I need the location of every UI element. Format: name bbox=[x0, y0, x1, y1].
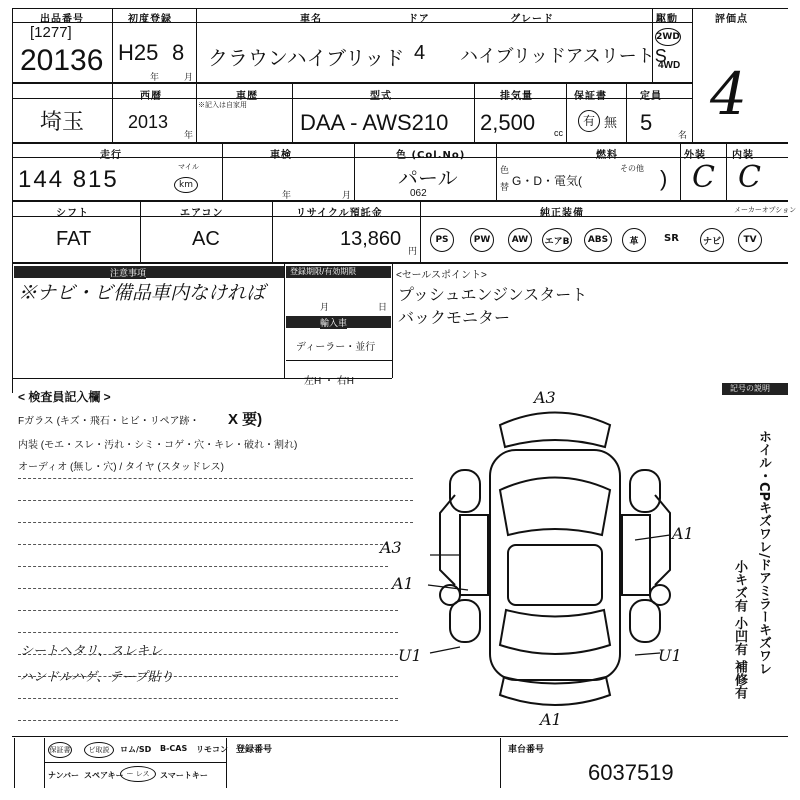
rule-3 bbox=[18, 522, 413, 523]
aircon-label: エアコン bbox=[180, 208, 224, 219]
side-note-1: ホイル・CPキズワレ/ドアミラーキズワレ bbox=[756, 430, 771, 675]
rear-glass-shape bbox=[500, 610, 610, 654]
year-label: 西暦 bbox=[140, 91, 162, 102]
footer-v1 bbox=[44, 738, 45, 788]
v2 bbox=[196, 8, 197, 84]
expiry-month: 月 bbox=[320, 302, 330, 312]
row4-label-line bbox=[12, 216, 788, 217]
opt-spare-key: スペアキー bbox=[84, 771, 124, 780]
type-value: DAA - AWS210 bbox=[300, 110, 449, 135]
r4v2 bbox=[272, 202, 273, 264]
inspector-line-glass: Fガラス (キズ・飛石・ヒビ・リペア跡・ bbox=[18, 416, 200, 427]
opt-manual: ビ取説 bbox=[84, 742, 114, 758]
drive-4wd: 4WD bbox=[658, 60, 681, 71]
history-label: 車歴 bbox=[236, 91, 258, 102]
maker-option-label: メーカーオプション bbox=[734, 207, 797, 214]
fuel-other: その他 bbox=[620, 164, 644, 173]
mileage-unit: km bbox=[174, 177, 198, 193]
car-diagram bbox=[420, 395, 690, 735]
reg-year-unit: 年 bbox=[150, 72, 160, 82]
front-right-wheel bbox=[630, 470, 660, 512]
car-name: クラウンハイブリッド bbox=[208, 48, 405, 70]
prefecture: 埼玉 bbox=[40, 109, 85, 134]
equip-ps: PS bbox=[430, 228, 454, 252]
r2v4 bbox=[474, 84, 475, 142]
r3v3 bbox=[496, 144, 497, 202]
recycle-unit: 円 bbox=[408, 246, 418, 256]
drive-label: 駆動 bbox=[656, 14, 678, 25]
warranty-yes: 有 bbox=[578, 110, 600, 132]
row3-bottom bbox=[12, 200, 788, 202]
aircon-value: AC bbox=[192, 228, 220, 250]
warranty-label: 保証書 bbox=[574, 91, 607, 102]
year-unit: 年 bbox=[184, 130, 194, 140]
rule-12 bbox=[18, 720, 398, 721]
rule-11 bbox=[18, 698, 398, 699]
opt-warranty: 保証書 bbox=[48, 742, 72, 758]
caution-text: ※ナビ・ビ備品車内なければ bbox=[18, 282, 266, 304]
color-label: 色 (Col.No) bbox=[396, 150, 466, 161]
sales-point-2: バックモニター bbox=[398, 310, 511, 327]
row1-bottom bbox=[12, 82, 692, 84]
mark-left-lower: U1 bbox=[398, 646, 422, 665]
rule-8 bbox=[18, 632, 398, 633]
windshield-shape bbox=[500, 478, 610, 536]
r3v1 bbox=[222, 144, 223, 202]
caution-header-bar bbox=[14, 266, 284, 278]
equip-tv: TV bbox=[738, 228, 762, 252]
rule-5 bbox=[18, 566, 388, 567]
v1 bbox=[112, 8, 113, 84]
lead-left-lower bbox=[430, 647, 460, 653]
shift-value: FAT bbox=[56, 228, 92, 250]
inspector-title: < 検査員記入欄 > bbox=[18, 390, 111, 404]
equip-abs: ABS bbox=[584, 228, 612, 252]
lot-number: 20136 bbox=[20, 44, 104, 77]
hand-note-2: ハンドルハゲ、テープ貼り bbox=[20, 670, 174, 685]
r3v4 bbox=[680, 144, 681, 202]
door-value: 4 bbox=[414, 42, 426, 64]
door-label: ドア bbox=[408, 14, 430, 25]
left-door-panel bbox=[460, 515, 488, 595]
color-change-2: 替 bbox=[500, 182, 510, 192]
r2v2 bbox=[196, 84, 197, 142]
type-label: 型式 bbox=[370, 91, 392, 102]
recycle-label: リサイクル預託金 bbox=[296, 208, 383, 219]
mark-right-lower: U1 bbox=[658, 646, 682, 665]
exterior-value: C bbox=[692, 160, 715, 195]
mark-front: A3 bbox=[534, 388, 556, 407]
cc-unit: cc bbox=[554, 128, 563, 138]
equip-sr: SR bbox=[664, 233, 679, 244]
mileage-unit-alt: マイル bbox=[178, 164, 199, 171]
equipment-label: 純正装備 bbox=[540, 208, 584, 219]
chassis-value: 6037519 bbox=[588, 760, 674, 785]
grade-value: ハイブリッドアスリートS bbox=[460, 46, 667, 66]
rule-6 bbox=[18, 588, 388, 589]
color-change-1: 色 bbox=[500, 165, 510, 175]
reg-label: 初度登録 bbox=[128, 14, 172, 25]
inspector-line-audio: オーディオ (無し・穴) / タイヤ (スタッドレス) bbox=[18, 462, 224, 473]
glass-mark: X 要) bbox=[228, 411, 263, 428]
frame-top bbox=[12, 8, 788, 9]
lead-right-lower bbox=[635, 653, 660, 655]
expiry-day: 日 bbox=[378, 302, 388, 312]
year-value: 2013 bbox=[128, 112, 169, 132]
equip-aw: AW bbox=[508, 228, 532, 252]
equip-pw: PW bbox=[470, 228, 494, 252]
history-note: ※記入は自家用 bbox=[198, 102, 247, 109]
r2v1 bbox=[112, 84, 113, 142]
recycle-value: 13,860 bbox=[340, 228, 402, 250]
right-mirror-line bbox=[655, 495, 670, 585]
grade-label: グレード bbox=[510, 14, 554, 25]
drive-2wd: 2WD bbox=[655, 28, 681, 46]
chassis-label: 車台番号 bbox=[508, 744, 545, 754]
cc-label: 排気量 bbox=[500, 91, 533, 102]
car-name-label: 車名 bbox=[300, 14, 322, 25]
r2v5 bbox=[566, 84, 567, 142]
row2-bottom bbox=[12, 142, 788, 144]
score-value: 4 bbox=[710, 60, 747, 128]
opt-number: ナンバー bbox=[48, 771, 80, 780]
hand-note-1: シートヘタリ、スレキレ bbox=[20, 644, 163, 659]
shift-label: シフト bbox=[56, 208, 89, 219]
color-no: 062 bbox=[410, 188, 427, 199]
rule-1 bbox=[18, 478, 413, 479]
notes-v1 bbox=[284, 264, 285, 378]
lot-sub: [1277] bbox=[30, 24, 72, 41]
mark-left-mid: A1 bbox=[392, 574, 414, 593]
caution-label: 注意事項 bbox=[110, 268, 147, 278]
r4v1 bbox=[140, 202, 141, 264]
color-value: パール bbox=[398, 168, 458, 190]
opt-smart-key: スマートキー bbox=[160, 771, 208, 780]
right-door-panel bbox=[622, 515, 650, 595]
seats-unit: 名 bbox=[678, 130, 688, 140]
opt-remote: リモコン bbox=[196, 745, 228, 754]
roof-shape bbox=[508, 545, 602, 605]
body-outline bbox=[490, 450, 620, 680]
rear-left-wheel bbox=[450, 600, 480, 642]
reg-no-label: 登録番号 bbox=[236, 744, 273, 754]
fuel-label: 燃料 bbox=[596, 150, 618, 161]
r3v2 bbox=[354, 144, 355, 202]
warranty-no: 無 bbox=[604, 115, 618, 130]
footer-v0 bbox=[14, 738, 15, 788]
r4v3 bbox=[420, 202, 421, 264]
header-label-line bbox=[12, 22, 692, 23]
footer-top bbox=[12, 736, 788, 737]
r2v3 bbox=[292, 84, 293, 142]
opt-keyless: ー レス bbox=[120, 766, 156, 782]
expiry-label: 登録期限/有効期限 bbox=[290, 267, 357, 276]
footer-v3 bbox=[500, 738, 501, 788]
inspector-line-interior: 内装 (モエ・スレ・汚れ・シミ・コゲ・穴・キレ・破れ・割れ) bbox=[18, 440, 298, 451]
mark-rear: A1 bbox=[540, 710, 562, 729]
r3v5 bbox=[726, 144, 727, 202]
seats-label: 定員 bbox=[640, 91, 662, 102]
equip-navi: ナビ bbox=[700, 228, 724, 252]
footer-h1 bbox=[44, 762, 226, 763]
rule-4 bbox=[18, 544, 388, 545]
insp-month: 月 bbox=[342, 190, 352, 200]
import-divider bbox=[286, 360, 392, 361]
rear-bumper-shape bbox=[500, 677, 610, 705]
legend-label: 記号の説明 bbox=[730, 384, 770, 393]
fuel-close: ) bbox=[660, 166, 668, 191]
rule-7 bbox=[18, 610, 398, 611]
score-label: 評価点 bbox=[715, 14, 748, 25]
rear-right-wheel bbox=[630, 600, 660, 642]
interior-value: C bbox=[738, 160, 761, 195]
reg-month: 8 bbox=[172, 40, 185, 65]
opt-rom: ロム/SD bbox=[120, 745, 152, 754]
insp-year: 年 bbox=[282, 190, 292, 200]
equip-airbag: エアB bbox=[542, 228, 572, 252]
equip-leather: 革 bbox=[622, 228, 646, 252]
hand-value: 左H ・ 右H bbox=[304, 376, 354, 387]
reg-month-unit: 月 bbox=[184, 72, 194, 82]
side-note-2: 小キズ有 小凹有 補修有 bbox=[732, 560, 747, 700]
opt-bcas: B-CAS bbox=[160, 744, 188, 753]
import-value: ディーラー・並行 bbox=[296, 342, 376, 353]
mileage-label: 走行 bbox=[100, 150, 122, 161]
seats-value: 5 bbox=[640, 110, 653, 135]
import-label: 輸入車 bbox=[320, 318, 348, 328]
frame-score-divider bbox=[692, 8, 693, 142]
reg-value: H25 bbox=[118, 40, 159, 65]
front-bumper-shape bbox=[500, 413, 610, 448]
notes-v2 bbox=[392, 264, 393, 378]
row4-bottom bbox=[12, 262, 788, 264]
rule-2 bbox=[18, 500, 413, 501]
cc-value: 2,500 bbox=[480, 110, 536, 135]
mileage-value: 144 815 bbox=[18, 166, 119, 193]
sales-label: <セールスポイント> bbox=[396, 270, 487, 281]
left-mirror-line bbox=[440, 495, 455, 585]
mark-right-upper: A1 bbox=[672, 524, 694, 543]
right-circle-marker bbox=[650, 585, 670, 605]
sales-point-1: プッシュエンジンスタート bbox=[398, 287, 588, 304]
interior-label: 内装 bbox=[732, 150, 754, 161]
fuel-value: G・D・電気( bbox=[512, 174, 582, 188]
lot-label: 出品番号 bbox=[40, 14, 84, 25]
lead-right-upper bbox=[635, 535, 670, 540]
exterior-label: 外装 bbox=[684, 150, 706, 161]
mark-left-upper: A3 bbox=[380, 538, 402, 557]
r2v6 bbox=[626, 84, 627, 142]
front-left-wheel bbox=[450, 470, 480, 512]
inspection-label: 車検 bbox=[270, 150, 292, 161]
